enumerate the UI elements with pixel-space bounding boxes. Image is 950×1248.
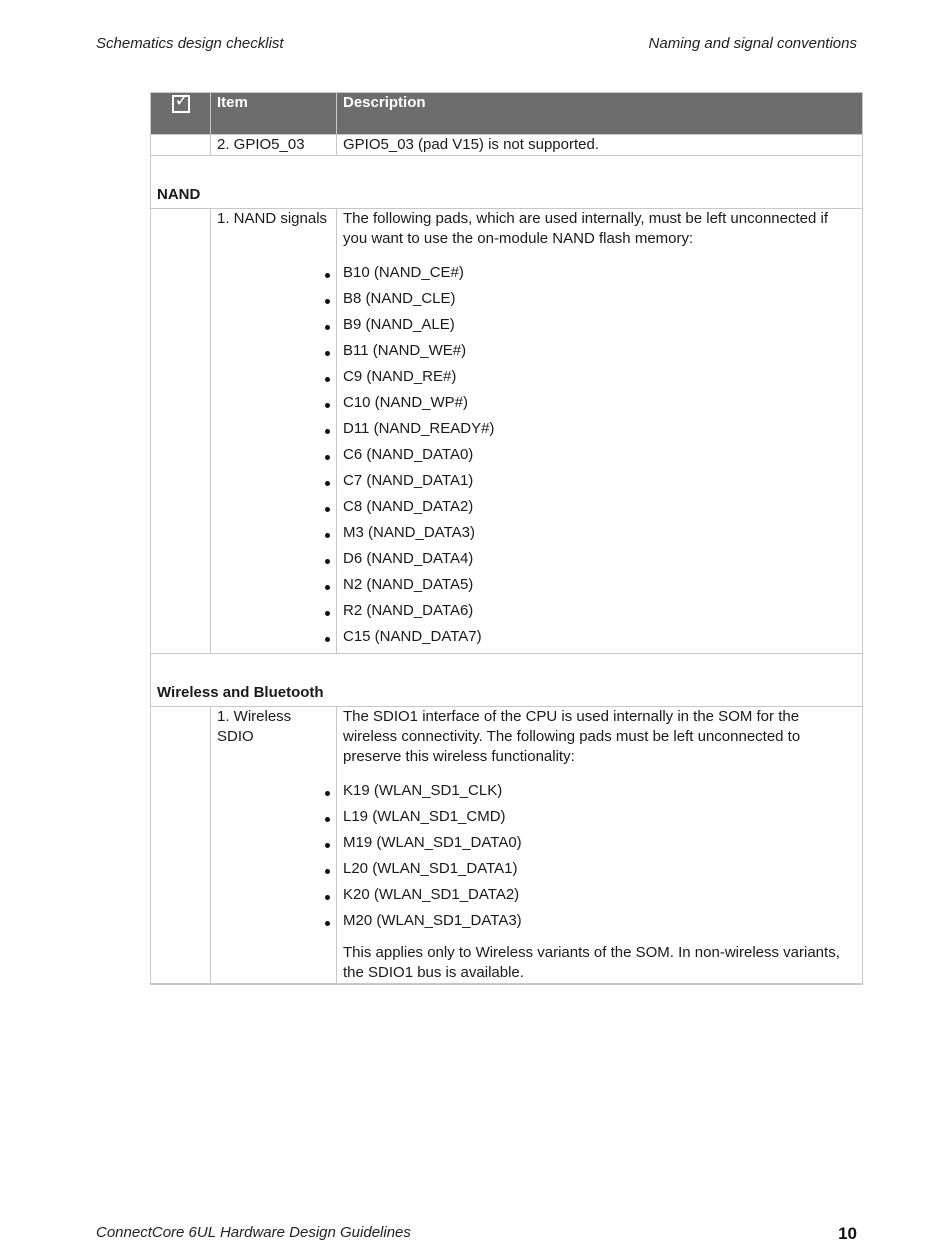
check-cell (151, 135, 211, 156)
description-note: This applies only to Wireless variants of the SOM. In non-wireless variants, the SDIO1 bus is available. (343, 944, 840, 981)
list-item: B10 (NAND_CE#) (343, 263, 856, 289)
description-column-header: Description (337, 93, 863, 135)
list-item: D6 (NAND_DATA4) (343, 549, 856, 575)
list-item: B8 (NAND_CLE) (343, 289, 856, 315)
list-item: C10 (NAND_WP#) (343, 393, 856, 419)
list-item: M19 (WLAN_SD1_DATA0) (343, 833, 856, 859)
description-cell (337, 209, 863, 654)
checkbox-checked-icon: ✓ (172, 95, 190, 113)
check-cell (151, 209, 211, 654)
table-row-gpio (151, 135, 863, 156)
section-title: NAND (151, 156, 863, 209)
running-header-left: Schematics design checklist (96, 35, 284, 52)
list-item: B11 (NAND_WE#) (343, 341, 856, 367)
table-header-row (151, 93, 863, 135)
description-cell (337, 707, 863, 985)
nand-pad-list (343, 263, 856, 653)
item-cell: 1. NAND signals (211, 209, 337, 654)
section-title: Wireless and Bluetooth (151, 654, 863, 707)
running-footer-title: ConnectCore 6UL Hardware Design Guidelines (96, 1224, 411, 1241)
table-row-nand (151, 209, 863, 654)
list-item: C15 (NAND_DATA7) (343, 627, 856, 653)
check-column-header (151, 90, 211, 135)
running-header-right: Naming and signal conventions (648, 35, 857, 52)
wireless-pad-list (343, 781, 856, 937)
list-item: L19 (WLAN_SD1_CMD) (343, 807, 856, 833)
list-item: K19 (WLAN_SD1_CLK) (343, 781, 856, 807)
check-cell (151, 707, 211, 985)
checklist-table (150, 92, 863, 985)
list-item: C6 (NAND_DATA0) (343, 445, 856, 471)
section-row-nand (151, 156, 863, 209)
page-number: 10 (838, 1224, 857, 1243)
table-row-wireless (151, 707, 863, 985)
list-item: C7 (NAND_DATA1) (343, 471, 856, 497)
item-column-header: Item (211, 93, 337, 135)
description-text: The SDIO1 interface of the CPU is used internally in the SOM for the wireless connectivity. The following pads must be left unconnected to preserve this wireless functionality: (343, 708, 801, 765)
section-row-wireless (151, 654, 863, 707)
list-item: C8 (NAND_DATA2) (343, 497, 856, 523)
item-cell: 1. Wireless SDIO (211, 707, 337, 985)
list-item: C9 (NAND_RE#) (343, 367, 856, 393)
description-text: The following pads, which are used internally, must be left unconnected if you want to use the on-module NAND flash memory: (343, 210, 828, 247)
list-item: B9 (NAND_ALE) (343, 315, 856, 341)
description-cell: GPIO5_03 (pad V15) is not supported. (337, 135, 863, 156)
list-item: M3 (NAND_DATA3) (343, 523, 856, 549)
list-item: N2 (NAND_DATA5) (343, 575, 856, 601)
list-item: L20 (WLAN_SD1_DATA1) (343, 859, 856, 885)
list-item: D11 (NAND_READY#) (343, 419, 856, 445)
list-item: R2 (NAND_DATA6) (343, 601, 856, 627)
item-cell: 2. GPIO5_03 (211, 135, 337, 156)
list-item: M20 (WLAN_SD1_DATA3) (343, 911, 856, 937)
list-item: K20 (WLAN_SD1_DATA2) (343, 885, 856, 911)
